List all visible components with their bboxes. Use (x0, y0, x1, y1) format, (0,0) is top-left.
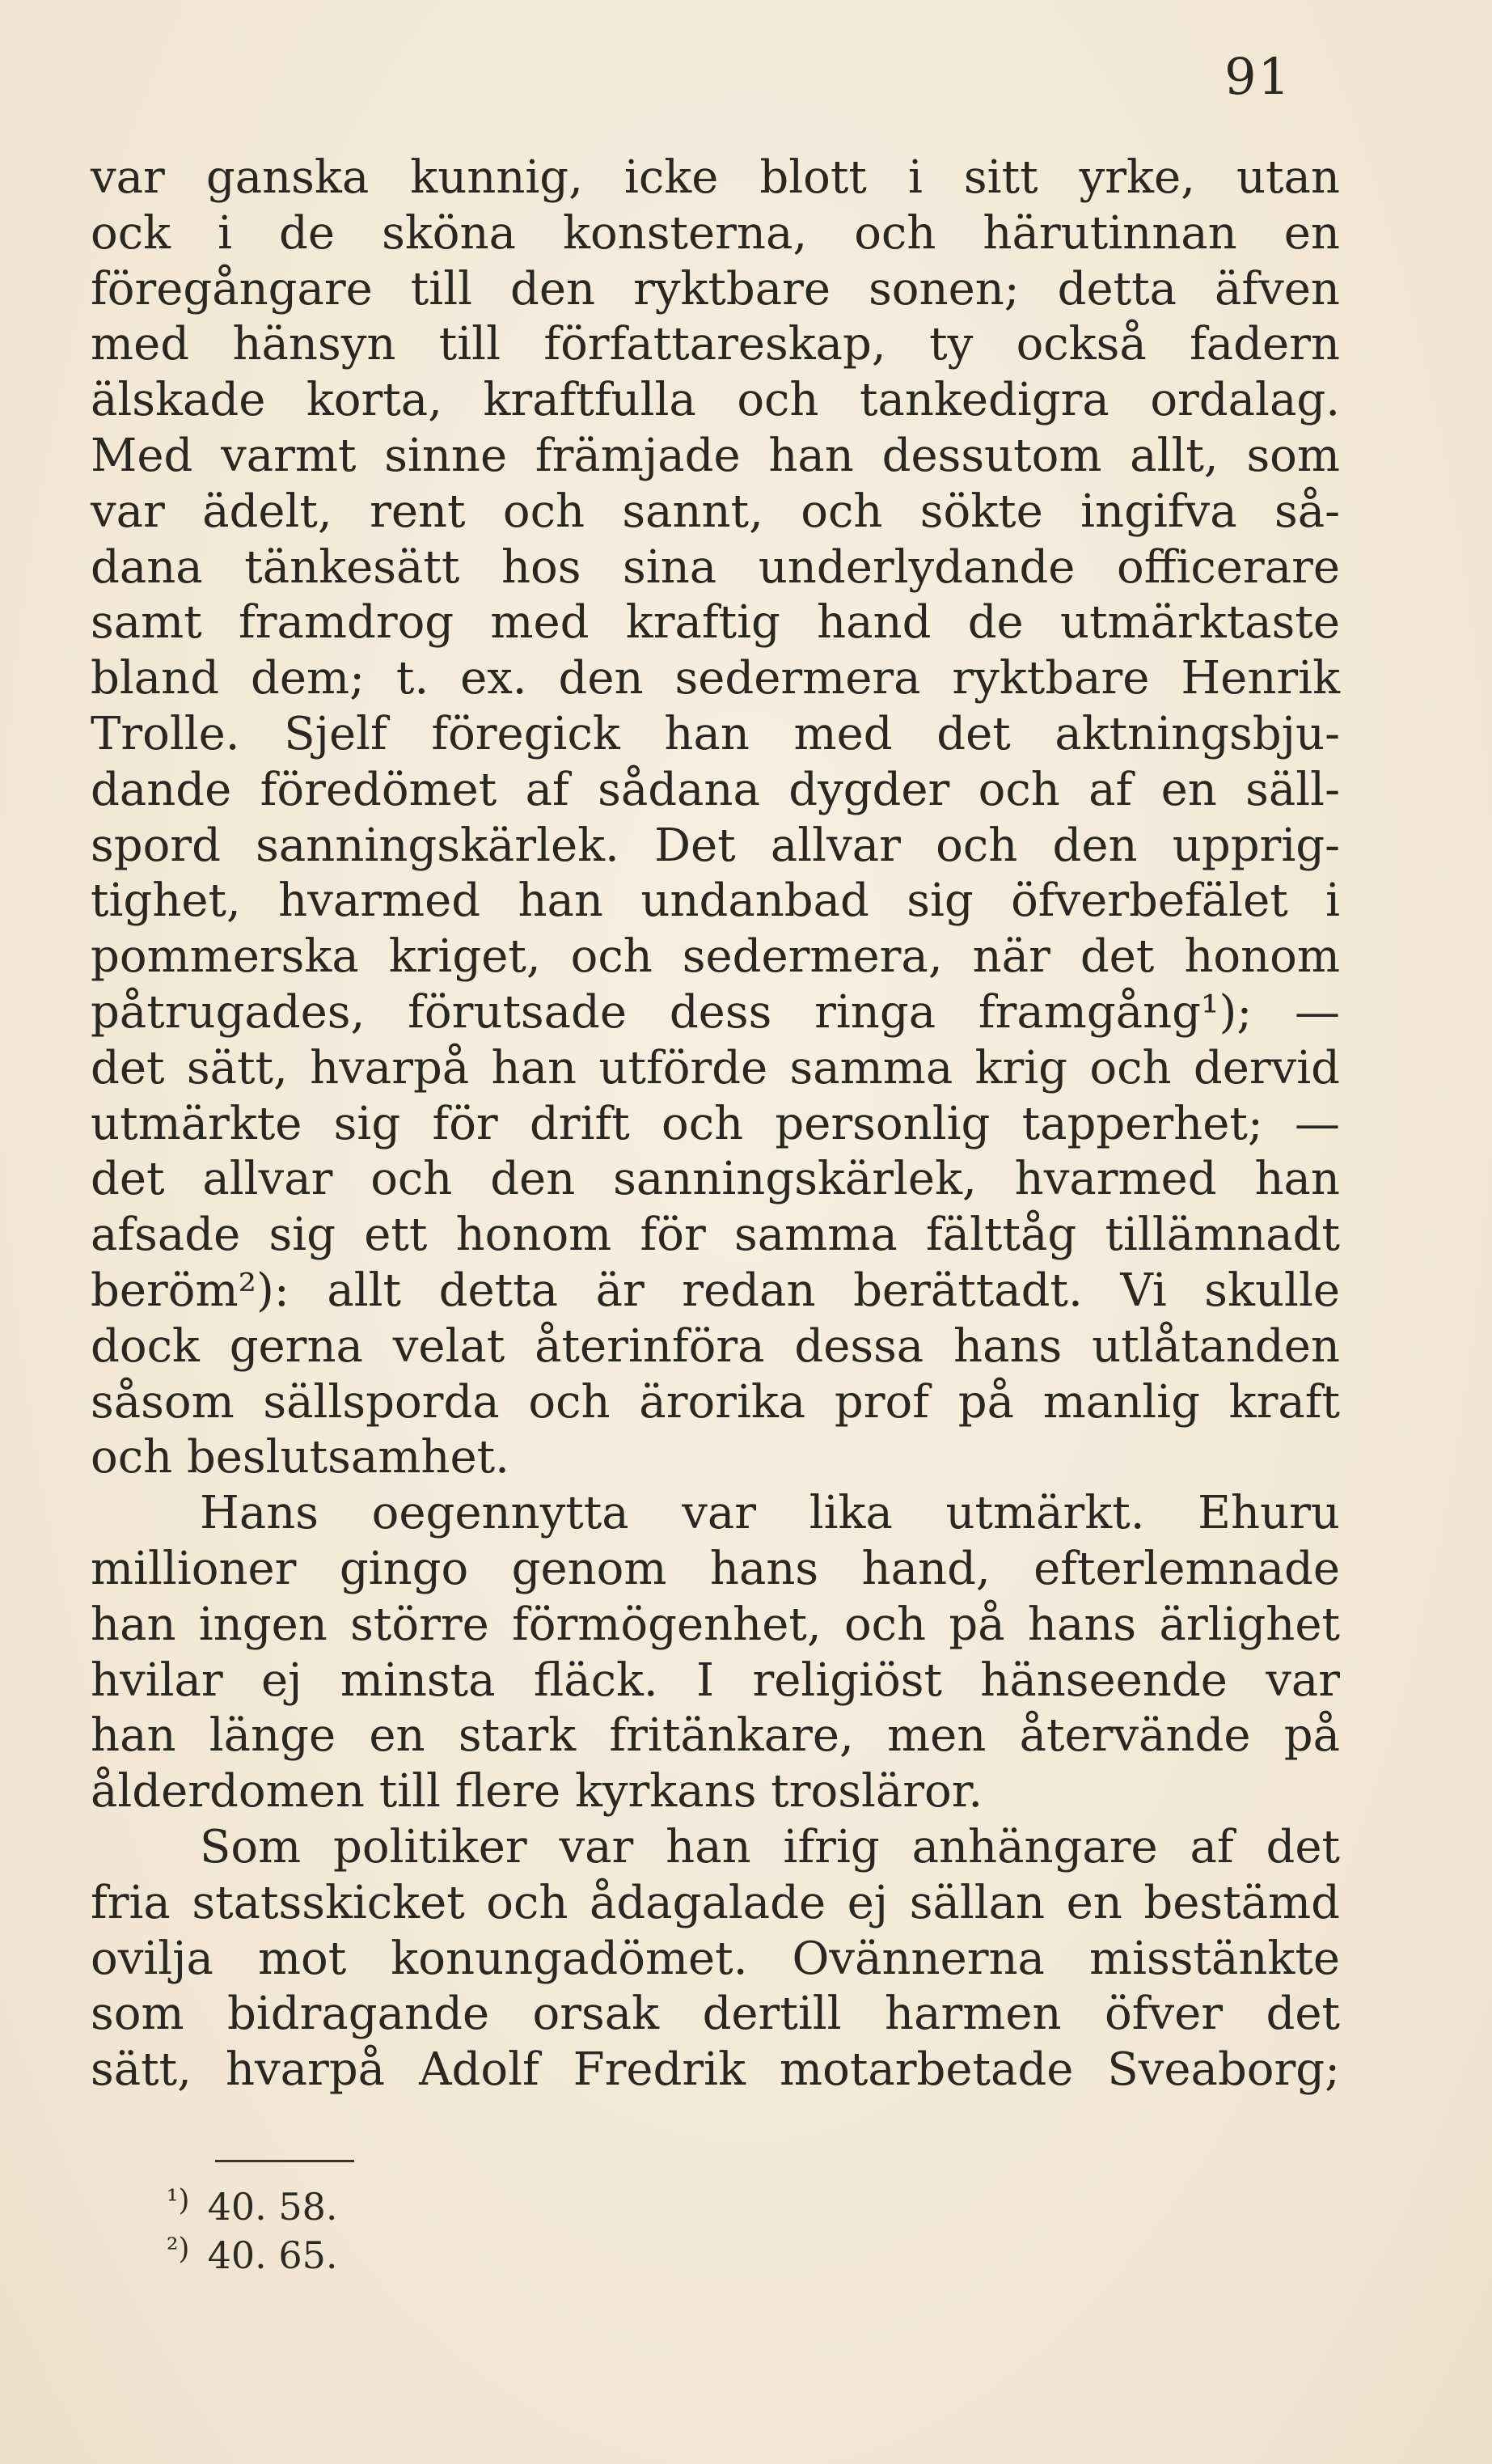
text-line: millioner gingo genom hans hand, efterlemnade (91, 1542, 1340, 1595)
text-line: Med varmt sinne främjade han dessutom allt, som (91, 429, 1340, 482)
text-line: älskade korta, kraftfulla och tankedigra ordalag. (91, 374, 1340, 427)
text-line: det sätt, hvarpå han utförde samma krig och dervid (91, 1041, 1340, 1094)
text-line: var ädelt, rent och sannt, och sökte ingifva så- (91, 485, 1340, 538)
text-line: sätt, hvarpå Adolf Fredrik motarbetade Sveaborg; (91, 2043, 1340, 2097)
text-line: spord sanningskärlek. Det allvar och den upprig- (91, 819, 1340, 872)
text-line: var ganska kunnig, icke blott i sitt yrke, utan (91, 151, 1340, 204)
footnote-text: 40. 65. (207, 2233, 338, 2277)
footnote-divider (215, 2160, 354, 2162)
text-line: ålderdomen till flere kyrkans trosläror. (91, 1765, 983, 1818)
footnote-text: 40. 58. (207, 2185, 338, 2229)
text-line: föregångare till den ryktbare sonen; detta äfven (91, 262, 1340, 315)
text-line: samt framdrog med kraftig hand de utmärktaste (91, 596, 1340, 650)
text-line: hvilar ej minsta fläck. I religiöst hänseende var (91, 1653, 1340, 1707)
text-line: utmärkte sig för drift och personlig tapperhet; — (91, 1097, 1340, 1150)
footnote-mark: ¹) (167, 2184, 190, 2217)
text-line: såsom sällsporda och ärorika prof på manlig kraft (91, 1375, 1340, 1429)
text-line: ovilja mot konungadömet. Ovännerna misstänkte (91, 1932, 1340, 1985)
text-line: afsade sig ett honom för samma fälttåg tillämnadt (91, 1209, 1340, 1262)
footnote (167, 2231, 571, 2280)
text-line: Trolle. Sjelf föregick han med det aktningsbju- (91, 707, 1340, 760)
text-line: påtrugades, förutsade dess ringa framgång¹); — (91, 985, 1340, 1039)
text-line: han länge en stark fritänkare, men återvände på (91, 1709, 1340, 1763)
text-line: ock i de sköna konsterna, och härutinnan en (91, 206, 1340, 260)
text-line: fria statsskicket och ådagalade ej sällan en bestämd (91, 1876, 1340, 1929)
text-line: bland dem; t. ex. den sedermera ryktbare Henrik (91, 652, 1340, 705)
text-line: med hänsyn till författareskap, ty också fadern (91, 318, 1340, 371)
text-line: och beslutsamhet. (91, 1431, 509, 1484)
footnote-mark: ²) (167, 2233, 190, 2266)
body-text (91, 150, 1340, 2098)
text-line: beröm²): allt detta är redan berättadt. Vi skulle (91, 1264, 1340, 1317)
text-line: dande föredömet af sådana dygder och af en säll- (91, 763, 1340, 816)
text-line: det allvar och den sanningskärlek, hvarmed han (91, 1153, 1340, 1206)
text-line: Hans oegennytta var lika utmärkt. Ehuru (200, 1487, 1340, 1540)
text-line: han ingen större förmögenhet, och på hans ärlighet (91, 1598, 1340, 1651)
text-line: tighet, hvarmed han undanbad sig öfverbefälet i (91, 874, 1340, 928)
page-number: 91 (1224, 47, 1291, 106)
footnotes (167, 2182, 571, 2280)
text-line: pommerska kriget, och sedermera, när det honom (91, 930, 1340, 984)
text-line: dana tänkesätt hos sina underlydande officerare (91, 540, 1340, 594)
footnote (167, 2182, 571, 2231)
text-line: som bidragande orsak dertill harmen öfver det (91, 1988, 1340, 2041)
text-line: dock gerna velat återinföra dessa hans utlåtanden (91, 1319, 1340, 1373)
text-line: Som politiker var han ifrig anhängare af det (200, 1820, 1340, 1873)
